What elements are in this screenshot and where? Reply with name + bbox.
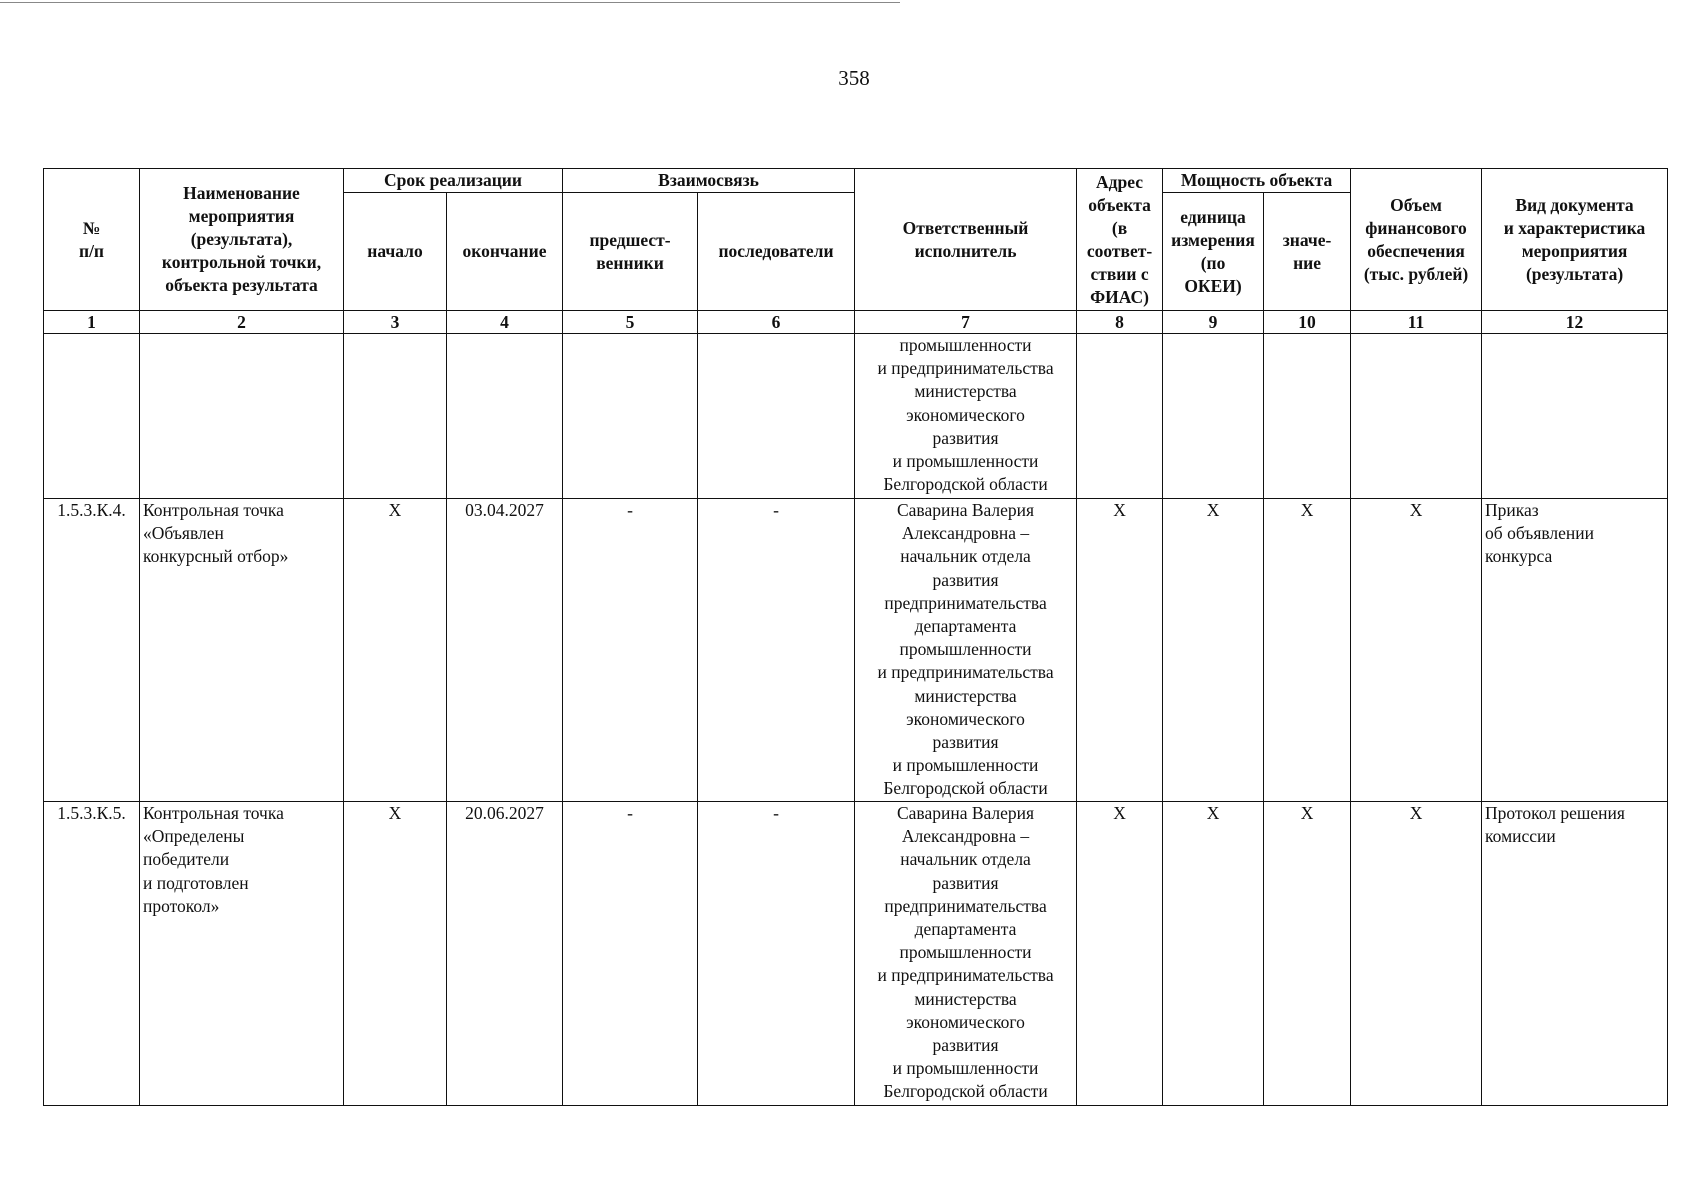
header-value: значе- ние — [1264, 193, 1351, 311]
header-link-group: Взаимосвязь — [563, 169, 855, 193]
cell-successors: - — [698, 802, 855, 1106]
column-number: 1 — [44, 311, 140, 334]
column-number: 8 — [1077, 311, 1163, 334]
column-number: 3 — [344, 311, 447, 334]
header-start: начало — [344, 193, 447, 311]
cell-start: X — [344, 499, 447, 802]
column-number: 2 — [140, 311, 344, 334]
header-responsible: Ответственный исполнитель — [855, 169, 1077, 311]
cell-unit: X — [1163, 802, 1264, 1106]
cell-finance — [1351, 334, 1482, 499]
header-address: Адрес объекта (в соответ- ствии с ФИАС) — [1077, 169, 1163, 311]
cell-document — [1482, 334, 1668, 499]
header-successors: последователи — [698, 193, 855, 311]
cell-responsible: промышленности и предпринимательства министерства экономического развития и промышленности Белгородской области — [855, 334, 1077, 499]
header-capacity-group: Мощность объекта — [1163, 169, 1351, 193]
header-end: окончание — [447, 193, 563, 311]
cell-document: Приказ об объявлении конкурса — [1482, 499, 1668, 802]
cell-predecessors: - — [563, 499, 698, 802]
cell-value — [1264, 334, 1351, 499]
column-number: 7 — [855, 311, 1077, 334]
cell-name: Контрольная точка «Определены победители и подготовлен протокол» — [140, 802, 344, 1106]
column-number-row — [44, 311, 1668, 334]
cell-successors — [698, 334, 855, 499]
cell-responsible: Саварина Валерия Александровна – начальник отдела развития предпринимательства департамента промышленности и предпринимательства министерства экономического развития и промышленности Белгородской области — [855, 499, 1077, 802]
cell-number: 1.5.3.К.5. — [44, 802, 140, 1106]
cell-end: 20.06.2027 — [447, 802, 563, 1106]
header-unit: единица измерения (по ОКЕИ) — [1163, 193, 1264, 311]
column-number: 5 — [563, 311, 698, 334]
cell-document: Протокол решения комиссии — [1482, 802, 1668, 1106]
cell-unit: X — [1163, 499, 1264, 802]
cell-number — [44, 334, 140, 499]
cell-start — [344, 334, 447, 499]
header-predecessors: предшест- венники — [563, 193, 698, 311]
cell-name — [140, 334, 344, 499]
table-row — [44, 499, 1668, 802]
column-number: 6 — [698, 311, 855, 334]
header-name: Наименование мероприятия (результата), контрольной точки, объекта результата — [140, 169, 344, 311]
table-row — [44, 802, 1668, 1106]
cell-value: X — [1264, 499, 1351, 802]
cell-finance: X — [1351, 802, 1482, 1106]
column-number: 10 — [1264, 311, 1351, 334]
cell-predecessors: - — [563, 802, 698, 1106]
cell-unit — [1163, 334, 1264, 499]
cell-address: X — [1077, 802, 1163, 1106]
cell-responsible: Саварина Валерия Александровна – начальник отдела развития предпринимательства департамента промышленности и предпринимательства министерства экономического развития и промышленности Белгородской области — [855, 802, 1077, 1106]
header-document: Вид документа и характеристика мероприятия (результата) — [1482, 169, 1668, 311]
cell-address — [1077, 334, 1163, 499]
cell-value: X — [1264, 802, 1351, 1106]
header-finance: Объем финансового обеспечения (тыс. рублей) — [1351, 169, 1482, 311]
column-number: 12 — [1482, 311, 1668, 334]
cell-successors: - — [698, 499, 855, 802]
cell-number: 1.5.3.К.4. — [44, 499, 140, 802]
cell-address: X — [1077, 499, 1163, 802]
column-number: 11 — [1351, 311, 1482, 334]
cell-predecessors — [563, 334, 698, 499]
cell-start: X — [344, 802, 447, 1106]
header-term-group: Срок реализации — [344, 169, 563, 193]
column-number: 9 — [1163, 311, 1264, 334]
cell-finance: X — [1351, 499, 1482, 802]
column-number: 4 — [447, 311, 563, 334]
cell-name: Контрольная точка «Объявлен конкурсный отбор» — [140, 499, 344, 802]
page-number: 358 — [838, 66, 870, 90]
scan-edge-line — [0, 2, 900, 3]
events-table — [43, 168, 1668, 1106]
header-number: № п/п — [44, 169, 140, 311]
table-row — [44, 334, 1668, 499]
cell-end: 03.04.2027 — [447, 499, 563, 802]
cell-end — [447, 334, 563, 499]
